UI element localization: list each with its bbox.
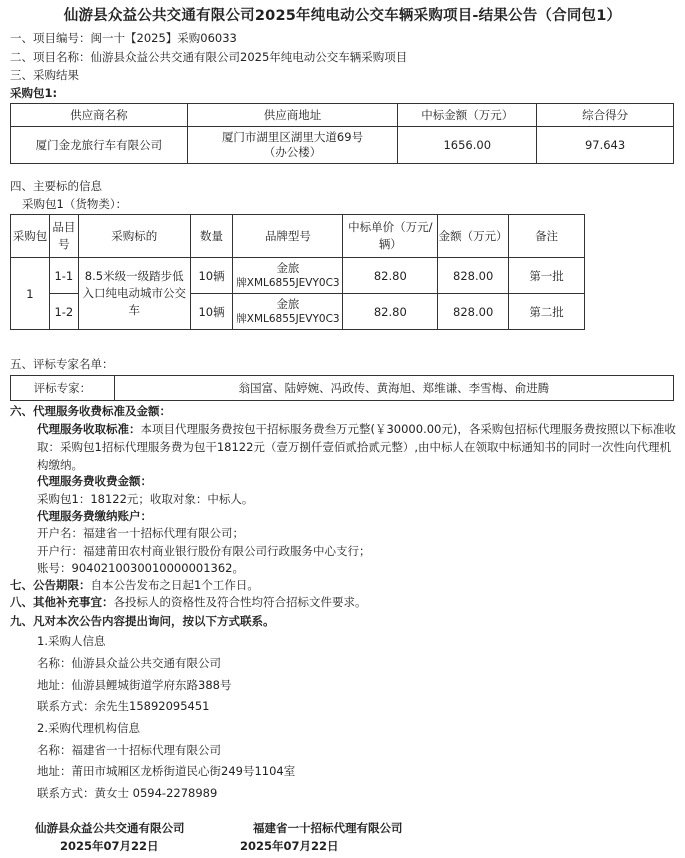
signature-agent-org: 福建省一十招标代理有限公司 bbox=[253, 821, 403, 835]
agent-contact: 联系方式：黄女士 0594-2278989 bbox=[37, 786, 218, 800]
unit-price: 82.80 bbox=[343, 258, 438, 294]
header-award-amount: 中标金额（万元） bbox=[398, 104, 537, 127]
page-title: 仙游县众益公共交通有限公司2025年纯电动公交车辆采购项目-结果公告（合同包1） bbox=[63, 8, 622, 24]
project-name-label: 二、项目名称： bbox=[10, 50, 91, 64]
section-8-value: 各投标人的资格性及符合性均符合招标文件要求。 bbox=[113, 595, 367, 609]
brand-model bbox=[233, 258, 343, 294]
project-name-line bbox=[10, 49, 407, 65]
supplier-address-line1: 厦门市湖里区湖里大道69号 bbox=[221, 130, 364, 144]
project-number-value: 闽一十【2025】采购06033 bbox=[90, 31, 237, 45]
model-number: 牌XML6855JEVY0C3 bbox=[236, 276, 340, 289]
header-amount: 金额（万元） bbox=[438, 215, 509, 258]
header-item-no: 品目号 bbox=[49, 215, 78, 258]
fee-standard-label: 代理服务收取标准： bbox=[37, 422, 141, 436]
supplier-address bbox=[187, 127, 398, 164]
item-number: 1-2 bbox=[49, 294, 78, 330]
signature-agent-date: 2025年07月22日 bbox=[240, 839, 339, 853]
package-1-label: 采购包1: bbox=[10, 86, 58, 100]
section-4-heading: 四、主要标的信息 bbox=[10, 179, 102, 193]
header-brand-model: 品牌型号 bbox=[233, 215, 343, 258]
account-number: 账号：9040210030010000001362。 bbox=[37, 561, 244, 575]
experts-table bbox=[10, 375, 674, 401]
brand-name: 金旅 bbox=[276, 296, 300, 311]
signature-buyer-org: 仙游县众益公共交通有限公司 bbox=[35, 821, 185, 835]
section-7-line bbox=[10, 577, 259, 593]
item-number: 1-1 bbox=[49, 258, 78, 294]
note: 第一批 bbox=[509, 258, 585, 294]
experts-names: 翁国富、陆婷婉、冯政传、黄海旭、郑维谦、李雪梅、俞进腾 bbox=[114, 376, 673, 401]
award-amount: 1656.00 bbox=[398, 127, 537, 164]
section-6-heading: 六、代理服务收费标准及金额： bbox=[10, 404, 171, 418]
signature-buyer-date: 2025年07月22日 bbox=[60, 839, 159, 853]
table-row bbox=[11, 376, 674, 401]
section-8-label: 八、其他补充事宜： bbox=[10, 595, 114, 609]
buyer-name: 名称：仙游县众益公共交通有限公司 bbox=[37, 656, 221, 670]
amount: 828.00 bbox=[438, 258, 509, 294]
header-package: 采购包 bbox=[11, 215, 50, 258]
brand-name: 金旅 bbox=[276, 260, 300, 275]
item-description: 8.5米级一级踏步低入口纯电动城市公交车 bbox=[78, 258, 190, 330]
fee-standard-text: 本项目代理服务费按包干招标服务费叁万元整(￥30000.00元)，各采购包招标代理服务费按照以下标准收取：采购包1招标代理服务费为包干18122元（壹万捌仟壹佰贰拾贰元整）,由中标人在领取中标通知书的同时一次性向代理机构缴纳。 bbox=[37, 422, 676, 472]
table-row bbox=[11, 258, 585, 294]
section-8-line bbox=[10, 594, 367, 610]
model-number: 牌XML6855JEVY0C3 bbox=[236, 312, 340, 325]
project-number-line bbox=[10, 30, 237, 46]
section-7-value: 自本公告发布之日起1个工作日。 bbox=[90, 578, 259, 592]
result-table bbox=[10, 103, 674, 164]
header-unit-price: 中标单价（万元/辆） bbox=[343, 215, 438, 258]
header-note: 备注 bbox=[509, 215, 585, 258]
supplier-address-line2: （办公楼） bbox=[263, 145, 322, 159]
buyer-heading: 1.采购人信息 bbox=[37, 634, 106, 648]
goods-table-header bbox=[11, 215, 585, 258]
project-name-value: 仙游县众益公共交通有限公司2025年纯电动公交车辆采购项目 bbox=[90, 50, 408, 64]
buyer-contact: 联系方式：余先生15892095451 bbox=[37, 699, 210, 713]
fee-standard-paragraph bbox=[37, 420, 677, 474]
agent-heading: 2.采购代理机构信息 bbox=[37, 721, 140, 735]
header-supplier-name: 供应商名称 bbox=[11, 104, 188, 127]
quantity: 10辆 bbox=[190, 258, 233, 294]
experts-label: 评标专家： bbox=[11, 376, 115, 401]
score: 97.643 bbox=[537, 127, 674, 164]
quantity: 10辆 bbox=[190, 294, 233, 330]
fee-amount-text: 采购包1：18122元；收取对象：中标人。 bbox=[37, 492, 254, 506]
section-9-heading: 九、凡对本次公告内容提出询问，按以下方式联系。 bbox=[10, 614, 275, 628]
buyer-address: 地址：仙游县鲤城街道学府东路388号 bbox=[37, 678, 232, 692]
note: 第二批 bbox=[509, 294, 585, 330]
package-number: 1 bbox=[11, 258, 50, 330]
header-quantity: 数量 bbox=[190, 215, 233, 258]
agent-address: 地址：莆田市城厢区龙桥街道民心街249号1104室 bbox=[37, 764, 296, 778]
account-name: 开户名：福建省一十招标代理有限公司； bbox=[37, 526, 244, 540]
amount: 828.00 bbox=[438, 294, 509, 330]
table-row bbox=[11, 127, 674, 164]
fee-amount-label: 代理服务费收费金额： bbox=[37, 474, 152, 488]
section-5-heading: 五、评标专家名单： bbox=[10, 357, 114, 371]
agent-name: 名称：福建省一十招标代理有限公司 bbox=[37, 743, 221, 757]
goods-table bbox=[10, 214, 585, 330]
header-subject: 采购标的 bbox=[78, 215, 190, 258]
result-table-header bbox=[11, 104, 674, 127]
package-1-goods-label: 采购包1（货物类）： bbox=[22, 197, 128, 211]
section-3-heading: 三、采购结果 bbox=[10, 68, 79, 82]
brand-model bbox=[233, 294, 343, 330]
section-7-label: 七、公告期限： bbox=[10, 578, 91, 592]
account-bank: 开户行：福建莆田农村商业银行股份有限公司行政服务中心支行； bbox=[37, 544, 371, 558]
fee-account-label: 代理服务费缴纳账户： bbox=[37, 509, 152, 523]
header-supplier-address: 供应商地址 bbox=[187, 104, 398, 127]
header-score: 综合得分 bbox=[537, 104, 674, 127]
project-number-label: 一、项目编号： bbox=[10, 31, 91, 45]
unit-price: 82.80 bbox=[343, 294, 438, 330]
supplier-name: 厦门金龙旅行车有限公司 bbox=[11, 127, 188, 164]
